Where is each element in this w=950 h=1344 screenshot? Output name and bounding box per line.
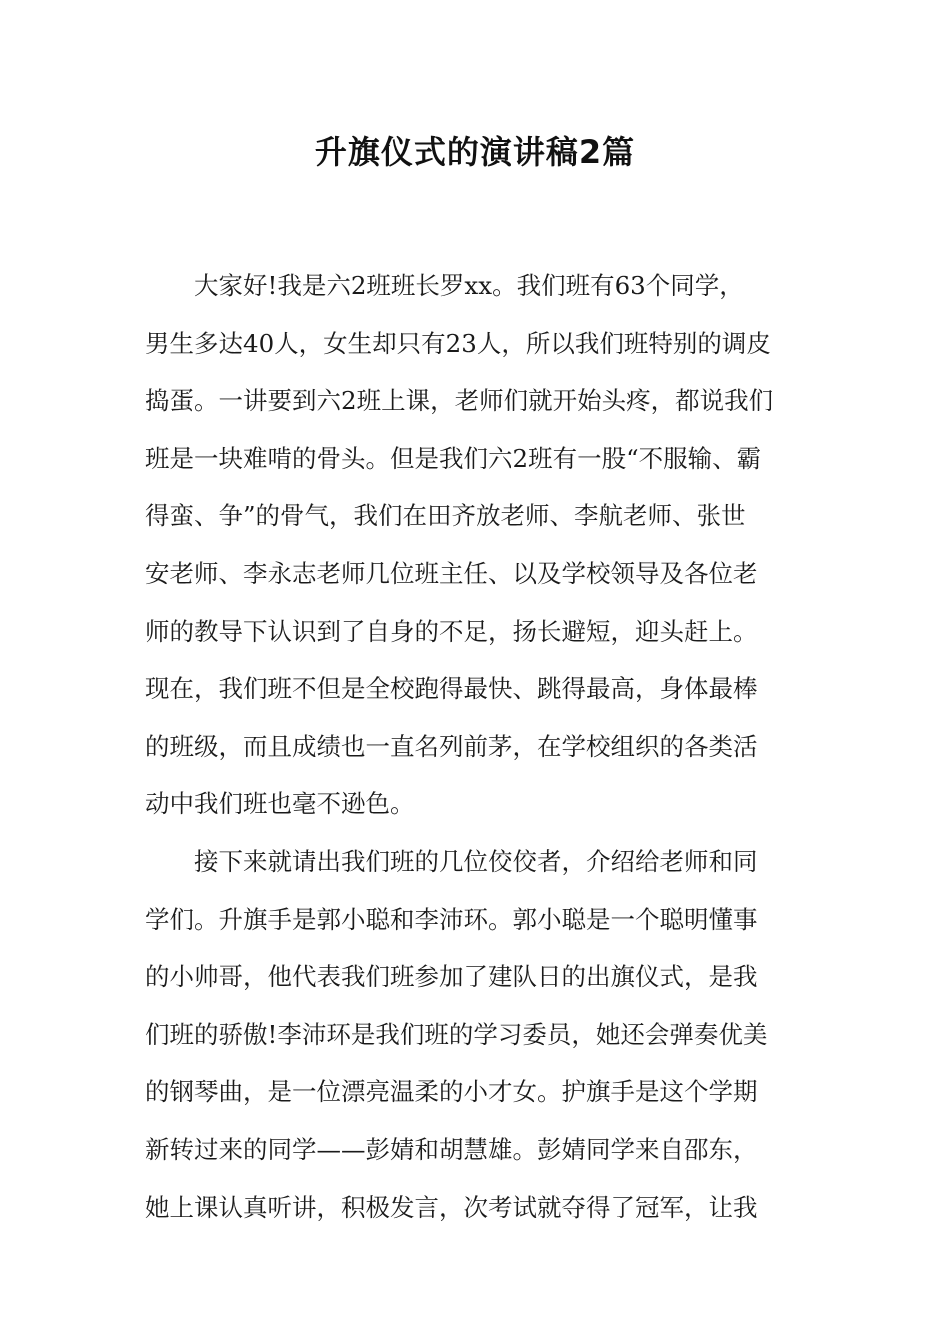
document-body <box>145 257 810 1236</box>
text-line: 们班的骄傲!李沛环是我们班的学习委员，她还会弹奏优美 <box>145 1019 768 1049</box>
text-line: 班是一块难啃的骨头。但是我们六2班有一股“不服输、霸 <box>145 443 762 473</box>
text-line: 她上课认真听讲，积极发言，次考试就夺得了冠军，让我 <box>145 1192 758 1222</box>
text-line: 得蛮、争”的骨气，我们在田齐放老师、李航老师、张世 <box>145 501 746 531</box>
text-line: 动中我们班也毫不逊色。 <box>145 789 415 819</box>
paragraph-2 <box>145 833 810 1236</box>
page-title: 升旗仪式的演讲稿2篇 <box>314 133 636 171</box>
text-line: 捣蛋。一讲要到六2班上课，老师们就开始头疼，都说我们 <box>145 386 774 416</box>
text-line: 接下来就请出我们班的几位佼佼者，介绍给老师和同 <box>194 846 758 876</box>
text-line: 的钢琴曲，是一位漂亮温柔的小才女。护旗手是这个学期 <box>145 1077 758 1107</box>
text-line: 男生多达40人，女生却只有23人，所以我们班特别的调皮 <box>145 328 771 358</box>
text-line: 安老师、李永志老师几位班主任、以及学校领导及各位老 <box>145 558 758 588</box>
paragraph-1 <box>145 257 810 833</box>
text-line: 大家好!我是六2班班长罗xx。我们班有63个同学， <box>194 271 744 300</box>
text-line: 新转过来的同学——彭婧和胡慧雄。彭婧同学来自邵东， <box>145 1134 758 1164</box>
text-line: 现在，我们班不但是全校跑得最快、跳得最高，身体最棒 <box>145 674 758 704</box>
text-line: 学们。升旗手是郭小聪和李沛环。郭小聪是一个聪明懂事 <box>145 904 758 934</box>
text-line: 的班级，而且成绩也一直名列前茅，在学校组织的各类活 <box>145 731 758 761</box>
text-line: 的小帅哥，他代表我们班参加了建队日的出旗仪式，是我 <box>145 962 758 992</box>
text-line: 师的教导下认识到了自身的不足，扬长避短，迎头赶上。 <box>145 616 758 646</box>
